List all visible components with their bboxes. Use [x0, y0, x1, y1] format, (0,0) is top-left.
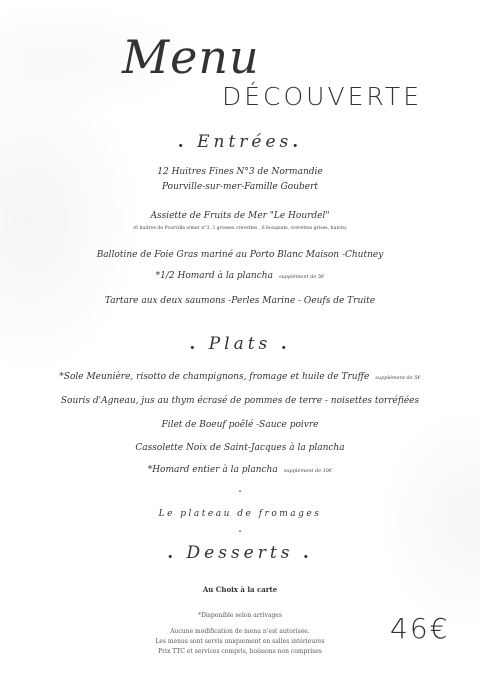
dish-plat-2: Souris d'Agneau, jus au thym écrasé de pommes de terre - noisettes torréfiées	[60, 396, 420, 406]
dish-entree-5: Tartare aux deux saumons -Perles Marine - Oeufs de Truite	[104, 296, 376, 306]
supplement-note: supplément de 10€	[283, 468, 333, 474]
dish-entree-2-detail: (6 huitres de Pourville s/mer n°3, 3 grosses crevettes , 6 bouquets, crevettes grises, bulots)	[133, 226, 347, 231]
footer-availability: *Disponible selon arrivages	[198, 612, 282, 619]
dish-plat-3: Filet de Boeuf poêlé -Sauce poivre	[161, 420, 319, 430]
dish-entree-1-line1: 12 Huitres Fines N°3 de Normandie	[157, 167, 323, 177]
footer-no-modification: Aucune modification de menu n'est autorisée.	[170, 628, 310, 635]
section-title-entrees: . Entrées.	[177, 132, 303, 152]
menu-price: 46€	[390, 612, 450, 645]
separator-dot: .	[238, 524, 242, 534]
footer-indoor-only: Les menus sont servis uniquement en salles intérieures	[155, 638, 325, 645]
dish-plat-5: *Homard entier à la plancha supplément de 10€	[147, 465, 333, 475]
dish-entree-2: Assiette de Fruits de Mer "Le Hourdel"	[150, 211, 330, 221]
dish-plat-1: *Sole Meunière, risotto de champignons, fromage et huile de Truffe supplément de 5€	[59, 372, 421, 382]
menu-title: Menu	[122, 30, 260, 84]
section-title-plats: . Plats .	[189, 334, 291, 354]
supplement-note: supplément de 5€	[278, 274, 325, 280]
dish-entree-1-line2: Pourville-sur-mer-Famille Goubert	[161, 182, 319, 192]
fromages-line: Le plateau de fromages	[158, 509, 322, 519]
dish-plat-4: Cassolette Noix de Saint-Jacques à la plancha	[135, 443, 345, 453]
section-title-desserts: . Desserts .	[167, 543, 313, 563]
menu-subtitle: DÉCOUVERTE	[222, 82, 422, 111]
separator-dot: .	[238, 484, 242, 494]
dish-entree-4: *1/2 Homard à la plancha supplément de 5€	[155, 271, 325, 281]
footer-prices: Prix TTC et services compris, boissons non comprises	[158, 648, 322, 655]
dessert-item: Au Choix à la carte	[202, 585, 278, 594]
dish-entree-3: Ballotine de Foie Gras mariné au Porto Blanc Maison -Chutney	[96, 250, 384, 260]
supplement-note: supplément de 5€	[375, 375, 421, 381]
